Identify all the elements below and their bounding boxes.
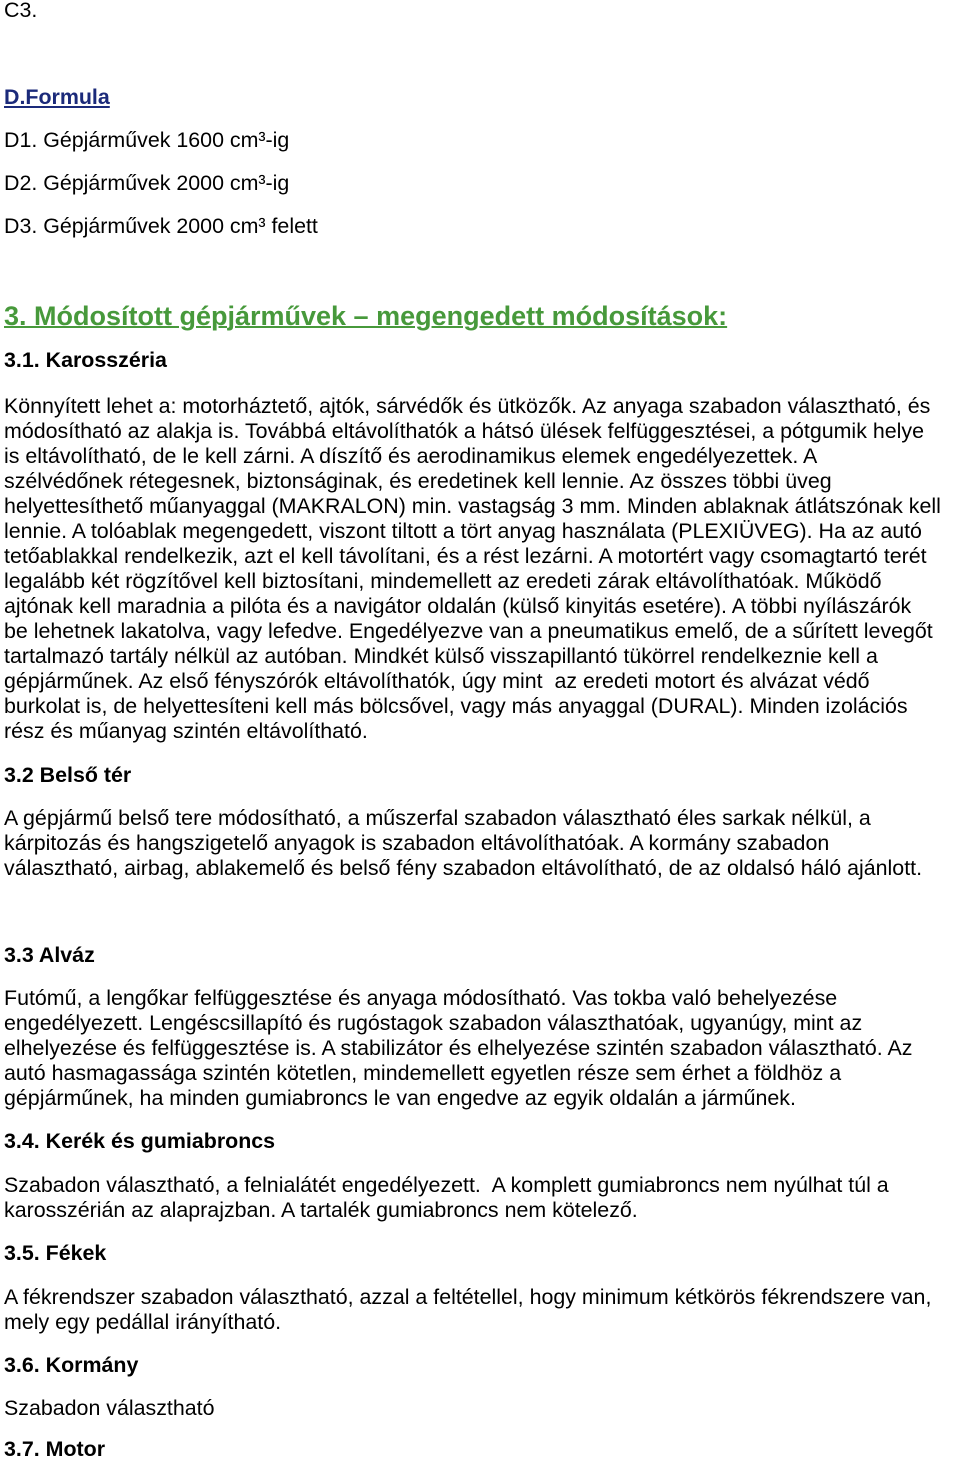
paragraph-line: ajtónak kell maradnia a pilóta és a navigátor oldalán (külső kinyitás esetére). A többi nyílászárók bbox=[4, 594, 912, 618]
paragraph-line: gépjárműnek, ha minden gumiabroncs le van engedve az egyik oldalán a járműnek. bbox=[4, 1086, 796, 1110]
paragraph-line: is eltávolítható, de le kell zárni. A díszítő és aerodinamikus elemek engedélyezettek. A bbox=[4, 444, 818, 468]
paragraph-line: kárpitozás és hangszigetelő anyagok is szabadon eltávolíthatóak. A kormány szabadon bbox=[4, 831, 830, 855]
subsection-heading: 3.5. Fékek bbox=[4, 1241, 107, 1265]
paragraph-line: Szabadon választható bbox=[4, 1396, 215, 1420]
paragraph-line: gépjárműnek. Az első fényszórók eltávolíthatók, úgy mint az eredeti motort és alvázat védő bbox=[4, 669, 870, 693]
paragraph-line: A gépjármű belső tere módosítható, a műszerfal szabadon választható éles sarkak nélkül, a bbox=[4, 806, 871, 830]
paragraph-line: A fékrendszer szabadon választható, azzal a feltétellel, hogy minimum kétkörös fékrendszere van, bbox=[4, 1285, 932, 1309]
subsection-heading: 3.6. Kormány bbox=[4, 1353, 139, 1377]
formula-item: D1. Gépjárművek 1600 cm³-ig bbox=[4, 128, 290, 152]
paragraph-line: autó hasmagassága szintén kötetlen, mindemellett egyetlen része sem érhet a földhöz a bbox=[4, 1061, 842, 1085]
paragraph-line: karosszérián az alaprajzban. A tartalék gumiabroncs nem kötelező. bbox=[4, 1198, 638, 1222]
paragraph-line: engedélyezett. Lengéscsillapító és rugóstagok szabadon választhatóak, ugyanúgy, mint az bbox=[4, 1011, 863, 1035]
subsection-heading: 3.1. Karosszéria bbox=[4, 348, 167, 372]
paragraph-line: legalább két rögzítővel kell biztosítani, mindemellett az eredeti zárak eltávolíthatóak. Működő bbox=[4, 569, 882, 593]
paragraph-line: Futómű, a lengőkar felfüggesztése és anyaga módosítható. Vas tokba való behelyezése bbox=[4, 986, 838, 1010]
subsection-heading: 3.4. Kerék és gumiabroncs bbox=[4, 1129, 276, 1153]
formula-title: D.Formula bbox=[4, 85, 110, 109]
paragraph-line: Szabadon választható, a felnialátét engedélyezett. A komplett gumiabroncs nem nyúlhat túl a bbox=[4, 1173, 889, 1197]
section-title: 3. Módosított gépjárművek – megengedett módosítások: bbox=[4, 301, 728, 331]
subsection-heading: 3.3 Alváz bbox=[4, 943, 95, 967]
paragraph-line: tetőablakkal rendelkezik, azt el kell távolítani, és a rést lezárni. A motortért vagy csomagtartó terét bbox=[4, 544, 927, 568]
paragraph-line: módosítható az alakja is. Továbbá eltávolíthatók a hátsó ülések felfüggesztései, a pótgumik helye bbox=[4, 419, 924, 443]
subsection-heading: 3.2 Belső tér bbox=[4, 763, 132, 787]
paragraph-line: szélvédőnek rétegesnek, biztonságinak, és eredetinek kell lennie. Az összes többi üveg bbox=[4, 469, 832, 493]
page-label: C3. bbox=[4, 0, 38, 22]
paragraph-line: választható, airbag, ablakemelő és belső fény szabadon eltávolítható, de az oldalsó háló ajánlott. bbox=[4, 856, 923, 880]
paragraph-line: Könnyített lehet a: motorháztető, ajtók, sárvédők és ütközők. Az anyaga szabadon választható, és bbox=[4, 394, 931, 418]
paragraph-line: mely egy pedállal irányítható. bbox=[4, 1310, 282, 1334]
paragraph-line: elhelyezése és felfüggesztése is. A stabilizátor és elhelyezése szintén szabadon választható. Az bbox=[4, 1036, 913, 1060]
subsection-heading: 3.7. Motor bbox=[4, 1437, 106, 1461]
paragraph-line: burkolat is, de helyettesíteni kell más bölcsővel, vagy más anyaggal (DURAL). Minden izolációs bbox=[4, 694, 908, 718]
paragraph-line: helyettesíthető műanyaggal (MAKRALON) min. vastagság 3 mm. Minden ablaknak átlátszónak kell bbox=[4, 494, 941, 518]
formula-item: D3. Gépjárművek 2000 cm³ felett bbox=[4, 214, 318, 238]
formula-item: D2. Gépjárművek 2000 cm³-ig bbox=[4, 171, 290, 195]
paragraph-line: lennie. A tolóablak megengedett, viszont tiltott a tört anyag használata (PLEXIÜVEG). Ha az autó bbox=[4, 519, 922, 543]
paragraph-line: be lehetnek lakatolva, vagy lefedve. Engedélyezve van a pneumatikus emelő, de a sűrített levegőt bbox=[4, 619, 933, 643]
paragraph-line: rész és műanyag szintén eltávolítható. bbox=[4, 719, 368, 743]
paragraph-line: tartalmazó tartály nélkül az autóban. Mindkét külső visszapillantó tükörrel rendelkeznie kell a bbox=[4, 644, 878, 668]
